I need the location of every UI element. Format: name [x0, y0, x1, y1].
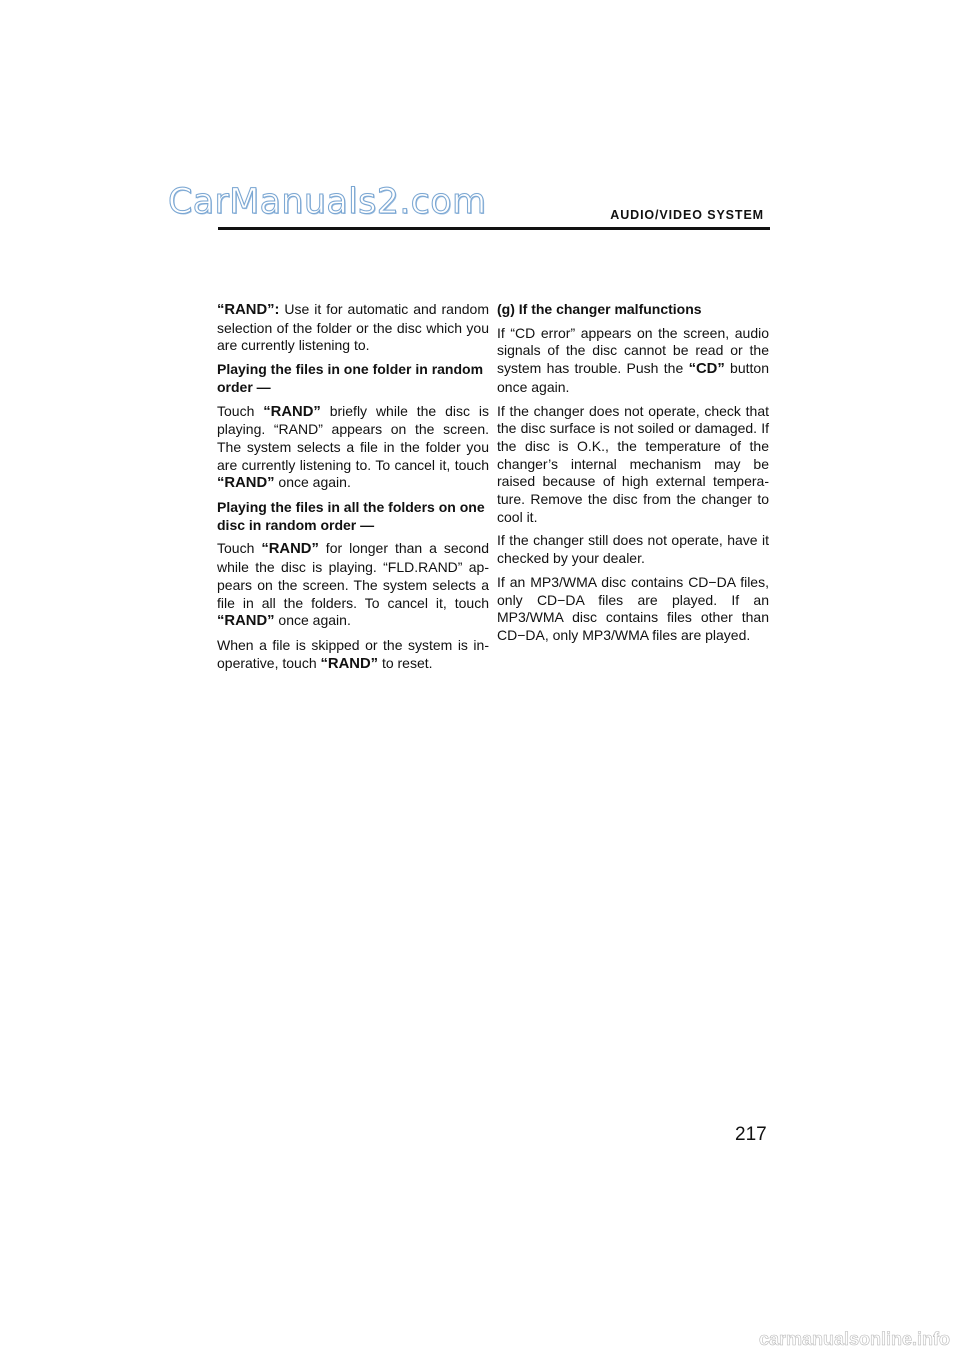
text-run: When a file is skipped or the system is inoperative, touch	[217, 636, 489, 671]
rand-term: “RAND”	[261, 541, 319, 558]
left-column	[217, 301, 489, 679]
cd-button-term: “CD”	[688, 361, 725, 378]
header-rule	[218, 227, 770, 230]
rand-definition-text: Use it for automatic and random selection of the folder or the disc which you are currently listening to.	[217, 301, 489, 354]
rand-term: “RAND”:	[217, 302, 280, 318]
paragraph-one-folder-random	[217, 403, 489, 494]
rand-term: “RAND”	[217, 475, 275, 492]
section-title: AUDIO/VIDEO SYSTEM	[610, 208, 764, 222]
paragraph-cd-error	[497, 325, 769, 397]
right-column	[497, 301, 769, 651]
paragraph-dealer: If the changer still does not operate, have it checked by your dealer.	[497, 532, 769, 567]
paragraph-reset	[217, 637, 489, 673]
text-run: once again.	[274, 474, 351, 491]
page-number: 217	[735, 1124, 767, 1145]
carmanuals2-watermark: CarManuals2.com	[168, 182, 487, 222]
text-run: If “CD error” appears on the screen, audio signals of the disc cannot be read or the system has trouble. Push the	[497, 324, 769, 377]
rand-term: “RAND”	[263, 403, 321, 420]
carmanualsonline-watermark: carmanualsonline.info	[758, 1329, 950, 1349]
rand-term: “RAND”	[217, 613, 275, 630]
text-run: button once again.	[497, 360, 769, 395]
rand-definition	[217, 301, 489, 355]
text-run: Touch	[217, 540, 262, 557]
text-run: once again.	[274, 612, 351, 629]
heading-changer-malfunctions: (g) If the changer malfunctions	[497, 301, 702, 317]
text-run: Touch	[217, 402, 264, 419]
paragraph-check-disc: If the changer does not operate, check that the disc surface is not soiled or damaged. If the disc is O.K., the temperature of the changer’s internal mechanism may be raised because of high external temperature. Remove the disc from the changer to cool it.	[497, 402, 769, 525]
rand-term: “RAND”	[320, 655, 379, 672]
text-run: for longer than a second while the disc is playing. “FLD.RAND” appears on the screen. The system selects a file in all the folders. To cancel it, touch	[217, 540, 490, 611]
heading-one-folder-random: Playing the files in one folder in random order —	[217, 361, 484, 395]
text-run: to reset.	[378, 654, 433, 671]
text-run: briefly while the disc is playing. “RAND” appears on the screen. The system selects a file in the folder you are currently listening to. To cancel it, touch	[217, 402, 490, 473]
paragraph-mp3-wma: If an MP3/WMA disc contains CD−DA files, only CD−DA files are played. If an MP3/WMA disc contains files other than CD−DA, only MP3/WMA files are played.	[497, 573, 769, 643]
paragraph-all-folders-random	[217, 540, 489, 631]
heading-all-folders-random: Playing the files in all the folders on one disc in random order —	[217, 499, 485, 533]
